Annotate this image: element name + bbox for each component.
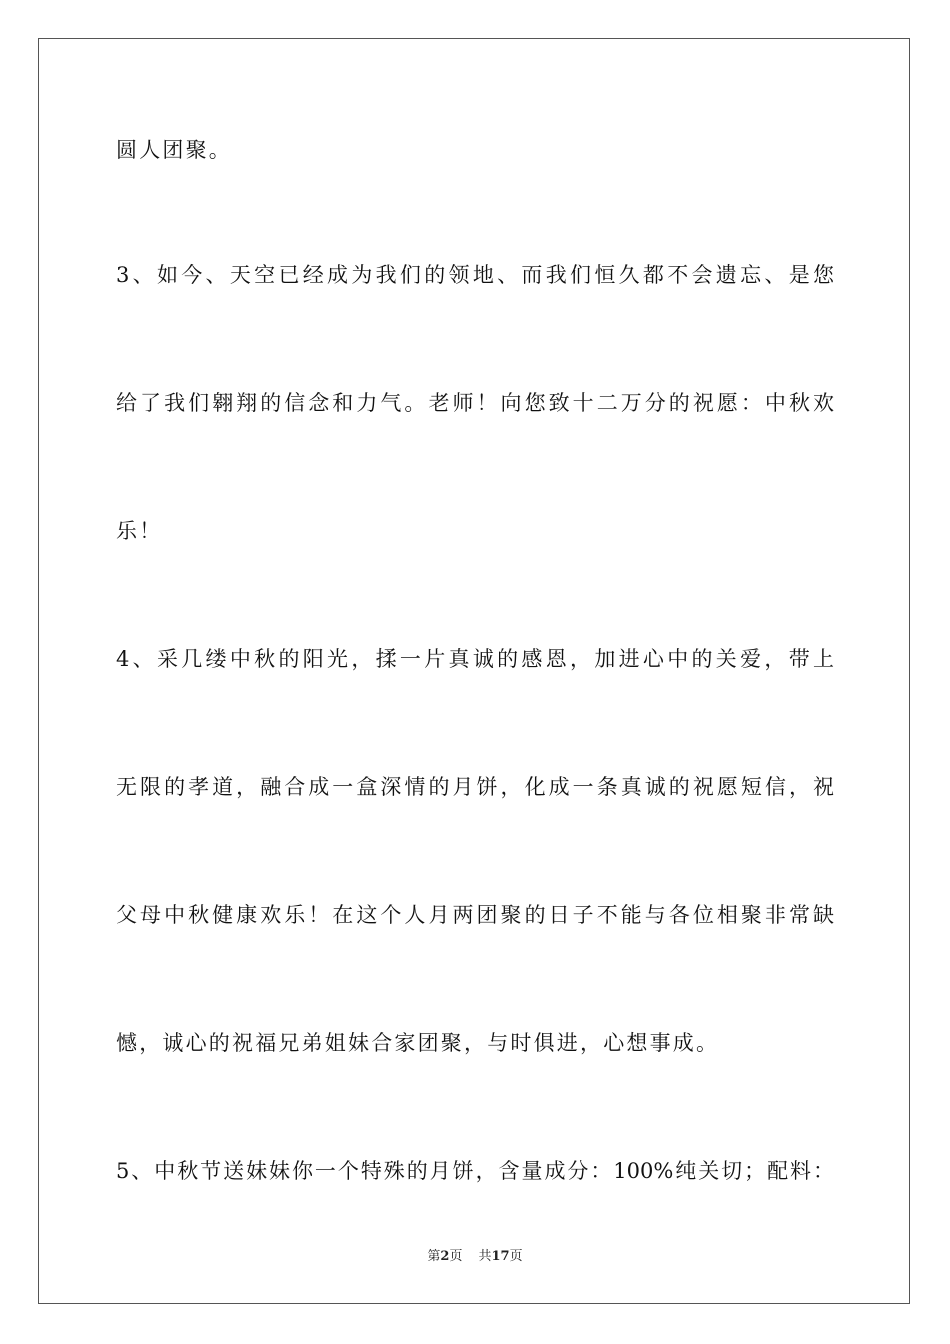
text-line-3: 给了我们翱翔的信念和力气。老师！向您致十二万分的祝愿：中秋欢 — [116, 391, 834, 415]
page-label-suffix: 页 — [449, 1249, 463, 1264]
page-footer — [0, 1248, 950, 1266]
total-label-prefix: 共 — [478, 1249, 492, 1264]
text-line-5: 4、采几缕中秋的阳光，揉一片真诚的感恩，加进心中的关爱，带上 — [116, 647, 834, 671]
text-line-2: 3、如今、天空已经成为我们的领地、而我们恒久都不会遗忘、是您 — [116, 263, 834, 287]
text-line-8: 憾，诚心的祝福兄弟姐妹合家团聚，与时俱进，心想事成。 — [116, 1031, 720, 1055]
text-line-7: 父母中秋健康欢乐！在这个人月两团聚的日子不能与各位相聚非常缺 — [116, 903, 834, 927]
text-line-1: 圆人团聚。 — [116, 138, 232, 162]
text-line-6: 无限的孝道，融合成一盒深情的月饼，化成一条真诚的祝愿短信，祝 — [116, 775, 834, 799]
page-number: 2 — [440, 1249, 450, 1264]
total-pages: 17 — [491, 1249, 510, 1264]
text-line-4: 乐！ — [116, 519, 163, 543]
text-line-9: 5、中秋节送妹妹你一个特殊的月饼，含量成分：100%纯关切；配料： — [116, 1159, 834, 1183]
total-label-suffix: 页 — [509, 1249, 523, 1264]
page-label-prefix: 第 — [427, 1249, 441, 1264]
